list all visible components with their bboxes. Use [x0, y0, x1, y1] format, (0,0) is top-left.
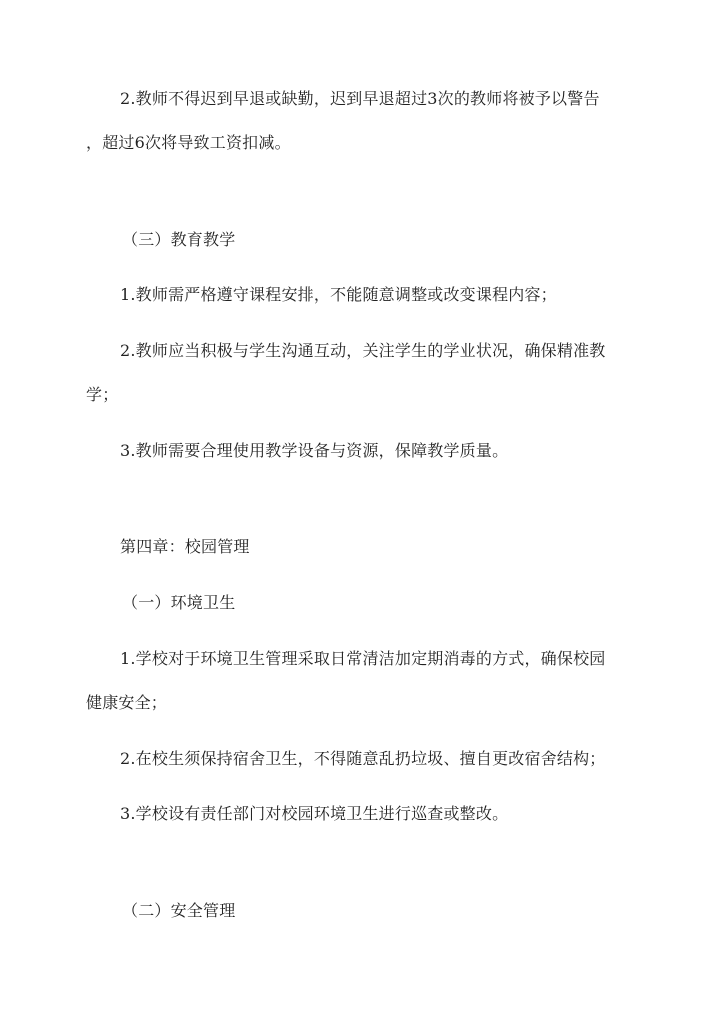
chapter-heading-campus-management: 第四章：校园管理 — [120, 537, 250, 556]
paragraph-teaching-rule-1: 1.教师需严格遵守课程安排，不能随意调整或改变课程内容； — [120, 285, 557, 304]
paragraph-environment-rule-1: 1.学校对于环境卫生管理采取日常清洁加定期消毒的方式，确保校园 — [120, 649, 606, 668]
paragraph-teaching-rule-2: 2.教师应当积极与学生沟通互动，关注学生的学业状况，确保精准教 — [120, 341, 606, 360]
section-heading-teaching: （三）教育教学 — [122, 230, 236, 249]
section-heading-safety: （二）安全管理 — [122, 901, 236, 920]
paragraph-teaching-rule-2-continued: 学； — [86, 385, 119, 404]
paragraph-environment-rule-1-continued: 健康安全； — [86, 693, 168, 712]
paragraph-attendance-rule-2-continued: ，超过6次将导致工资扣减。 — [86, 133, 291, 152]
paragraph-attendance-rule-2: 2.教师不得迟到早退或缺勤，迟到早退超过3次的教师将被予以警告 — [120, 89, 600, 108]
section-heading-environment: （一）环境卫生 — [122, 593, 236, 612]
paragraph-environment-rule-3: 3.学校设有责任部门对校园环境卫生进行巡查或整改。 — [120, 804, 509, 823]
paragraph-environment-rule-2: 2.在校生须保持宿舍卫生，不得随意乱扔垃圾、擅自更改宿舍结构； — [120, 749, 606, 768]
paragraph-teaching-rule-3: 3.教师需要合理使用教学设备与资源，保障教学质量。 — [120, 441, 509, 460]
